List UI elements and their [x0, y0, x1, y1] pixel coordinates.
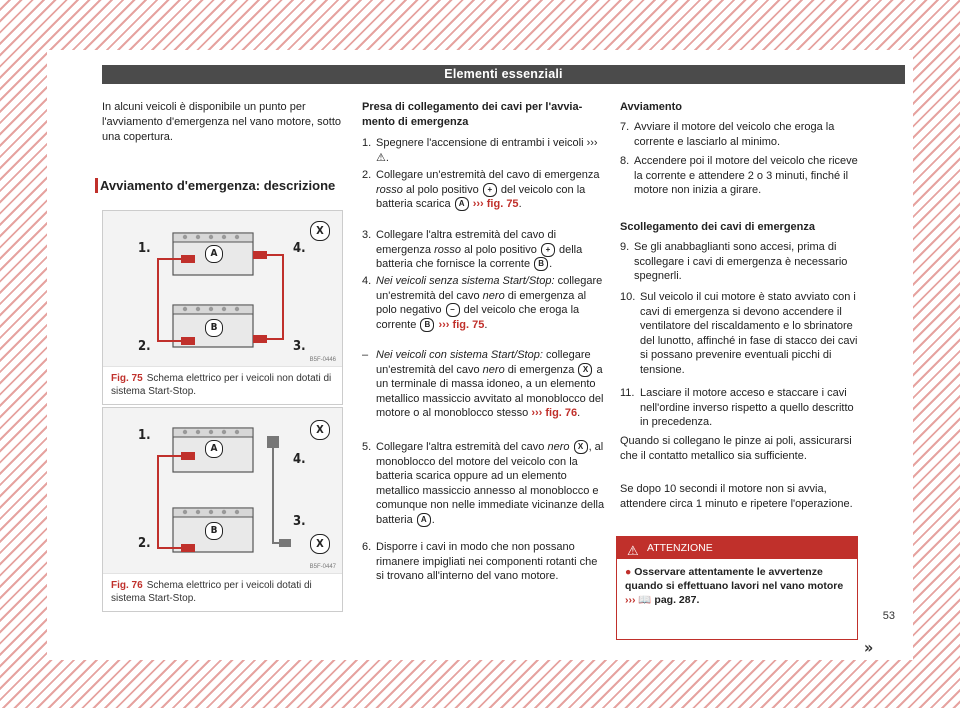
figure-link[interactable]: ››› fig. 75 [472, 198, 519, 210]
text: della batteria che fornisce la corrente [376, 243, 583, 270]
step-text [376, 274, 607, 332]
step-number: 5. [362, 441, 372, 453]
step-text: Lasciare il motore acceso e staccare i cavi nell'ordine inverso rispetto a quello descritto in precedenza. [640, 387, 854, 428]
battery-a-label: A [205, 245, 223, 263]
italic-text: nero [547, 441, 570, 453]
step-number: 7. [620, 121, 630, 133]
step-text [376, 348, 607, 421]
step-number: 9. [620, 241, 630, 253]
label-2: 2. [138, 339, 151, 354]
step-number: 6. [362, 541, 372, 553]
text: a un terminale di massa idoneo, a un elemento metallico massiccio avvitato al monoblocco del motore o al monoblocco stesso [376, 363, 604, 419]
text: al polo positivo [405, 183, 479, 196]
a-badge: A [455, 197, 469, 211]
text: collegare un'estremità del cavo [376, 349, 591, 376]
step-number: 2. [362, 169, 372, 181]
step-number: 11. [620, 387, 635, 399]
italic-text: nero [482, 363, 505, 376]
book-icon: 📖 [638, 594, 652, 606]
step-text [376, 228, 607, 272]
step-text [376, 440, 607, 527]
section-title: Avviamento d'emergenza: descrizione [100, 178, 336, 193]
warning-ref-arrows[interactable]: ››› [625, 594, 636, 606]
battery-b-label: B [205, 522, 223, 540]
italic-text: nero [482, 289, 505, 302]
page-header: Elementi essenziali [102, 65, 905, 84]
para-retry: Se dopo 10 secondi il motore non si avvia, attendere circa 1 minuto e ripetere l'operazione. [620, 483, 853, 510]
step-6 [362, 540, 607, 584]
figure-76-caption [103, 574, 342, 611]
italic-text: Nei veicoli con sistema Start/Stop: [376, 349, 543, 361]
heading-scollegamento: Scollegamento dei cavi di emergenza [620, 221, 816, 233]
intro-text: In alcuni veicoli è disponibile un punto per l'avviamento d'emergenza nel vano motore, sotto una copertura. [102, 101, 341, 143]
step-text: Avviare il motore del veicolo che eroga la corrente e lasciarlo al minimo. [634, 121, 835, 148]
italic-text: rosso [434, 243, 462, 256]
figure-link[interactable]: ››› fig. 76 [531, 407, 578, 419]
figure-76 [102, 407, 343, 612]
step-number: 4. [362, 275, 372, 287]
step-9 [620, 240, 860, 284]
step-dash [362, 348, 607, 421]
warning-text: Osservare attentamente le avvertenze quando si effettuano lavori nel vano motore [625, 566, 844, 592]
label-3: 3. [293, 339, 306, 354]
figure-75-number: Fig. 75 [111, 373, 143, 384]
step-number: 8. [620, 155, 630, 167]
ground-x-label: X [310, 221, 330, 241]
step-4 [362, 274, 607, 332]
text: . [549, 258, 553, 270]
step-1 [362, 136, 607, 165]
text: , al monoblocco del motore del veicolo con la batteria scarica oppure ad un elemento metallico massiccio annesso al monoblocco e comunque non nelle immediate vicinanze della batteria [376, 441, 605, 526]
warning-page-ref[interactable]: pag. 287. [654, 594, 700, 606]
label-1: 1. [138, 428, 151, 443]
step-number: 1. [362, 137, 372, 149]
step-text: Accendere poi il motore del veicolo che riceve la corrente e attendere 2 o 3 minuti, finché il motore non inizia a girare. [634, 155, 858, 196]
text: . [518, 198, 522, 210]
step-text: Disporre i cavi in modo che non possano rimanere impigliati nei componenti rotanti che si trovano all'interno del vano motore. [376, 541, 598, 582]
text: . [431, 513, 435, 526]
a-badge: A [417, 513, 431, 527]
warning-header [617, 537, 857, 559]
label-2: 2. [138, 536, 151, 551]
text: di emergenza al polo negativo [376, 289, 587, 316]
text: collegare un'estremità del cavo [376, 275, 603, 302]
middle-heading: Presa di collegamento dei cavi per l'avviamento di emergenza [362, 101, 583, 128]
page [47, 50, 913, 660]
section-title-marker [95, 178, 98, 193]
step-number: 10. [620, 291, 636, 303]
plus-badge: + [483, 183, 497, 197]
step-text: Sul veicolo il cui motore è stato avviato con i cavi di emergenza si devono accendere il ventilatore del riscaldamento e lo sbrinatore del lunotto, affinché in fase di stacco dei cavi si possano prevenire eventuali picchi di tensione. [640, 291, 858, 376]
figure-75-caption [103, 367, 342, 404]
figure-75-code: B5F-0446 [309, 357, 336, 363]
text: Collegare un'estremità del cavo di emergenza [376, 169, 600, 181]
step-2 [362, 168, 607, 212]
para-contact: Quando si collegano le pinze ai poli, assicurarsi che il contatto metallico sia sufficiente. [620, 435, 852, 462]
figure-75-caption-text: Schema elettrico per i veicoli non dotati di sistema Start-Stop. [111, 373, 332, 397]
warning-title: ATTENZIONE [647, 542, 713, 554]
text: Collegare l'altra estremità del cavo [376, 441, 545, 453]
figure-76-number: Fig. 76 [111, 580, 143, 591]
step-text: Spegnere l'accensione di entrambi i veicoli ››› ⚠. [376, 137, 598, 164]
figure-76-caption-text: Schema elettrico per i veicoli dotati di sistema Start-Stop. [111, 580, 312, 604]
minus-badge: – [446, 303, 460, 317]
b-badge: B [534, 257, 548, 271]
figure-75 [102, 210, 343, 405]
text: Collegare l'altra estremità del cavo di emergenza [376, 229, 557, 256]
italic-text: rosso [376, 183, 403, 196]
bullet-icon: ● [625, 566, 632, 578]
step-text: Se gli anabbaglianti sono accesi, prima di scollegare i cavi di emergenza è necessario spegnerli. [634, 241, 848, 282]
step-11 [620, 386, 860, 430]
continue-marker: » [864, 638, 874, 657]
warning-triangle-icon: ⚠ [627, 543, 639, 558]
step-5 [362, 440, 607, 527]
step-number: 3. [362, 229, 372, 241]
label-3: 3. [293, 514, 306, 529]
step-8 [620, 154, 860, 198]
step-7 [620, 120, 860, 149]
step-3 [362, 228, 607, 272]
plus-badge: + [541, 243, 555, 257]
label-4: 4. [293, 241, 306, 256]
text: . [484, 318, 488, 331]
step-10 [620, 290, 860, 377]
figure-76-code: B5F-0447 [309, 564, 336, 570]
text: del veicolo con la batteria scarica [376, 183, 586, 210]
b-badge: B [420, 318, 434, 332]
battery-a-label: A [205, 440, 223, 458]
text: . [577, 407, 581, 419]
page-number: 53 [882, 610, 895, 622]
step-text [376, 168, 607, 212]
italic-text: Nei veicoli senza sistema Start/Stop: [376, 275, 555, 287]
text: al polo positivo [464, 243, 537, 256]
label-1: 1. [138, 241, 151, 256]
figure-75-diagram [103, 211, 342, 367]
warning-body [617, 559, 857, 613]
battery-b-label: B [205, 319, 223, 337]
x-badge: X [574, 440, 588, 454]
figure-link[interactable]: ››› fig. 75 [438, 318, 485, 331]
ground-x-label-bottom: X [310, 534, 330, 554]
label-4: 4. [293, 452, 306, 467]
text: di emergenza [507, 363, 575, 376]
text: del veicolo che eroga la corrente [376, 304, 580, 331]
step-number: – [362, 349, 369, 361]
x-badge: X [578, 363, 592, 377]
figure-76-diagram [103, 408, 342, 574]
ground-x-label-top: X [310, 420, 330, 440]
warning-box [616, 536, 858, 640]
heading-avviamento: Avviamento [620, 101, 682, 113]
